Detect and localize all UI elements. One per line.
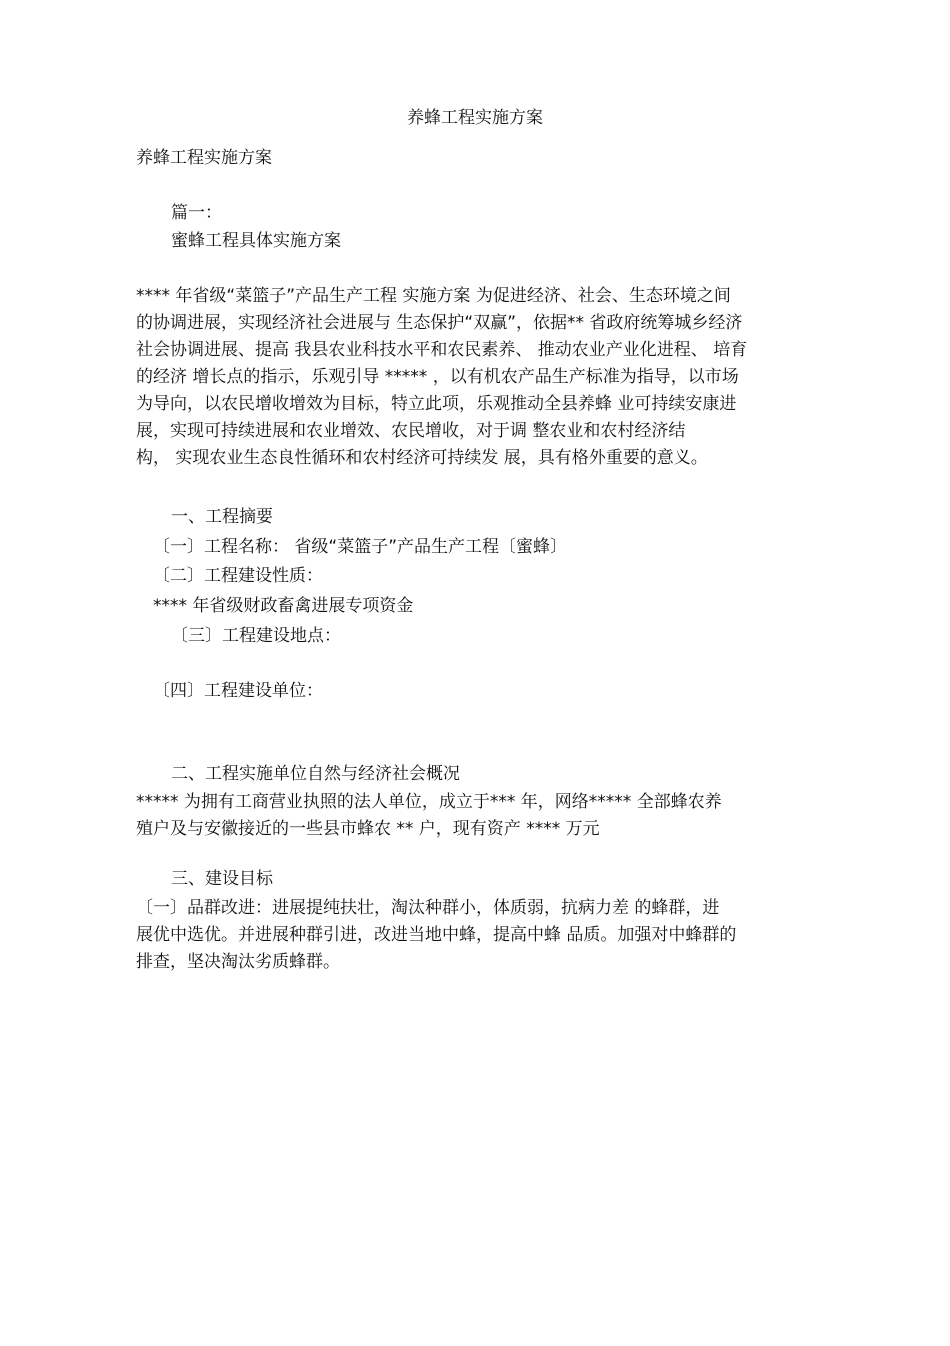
paragraph-line: 的协调进展，实现经济社会进展与 生态保护“双赢”，依据** 省政府统筹城乡经济 [136, 313, 743, 333]
section-item: 〔三〕工程建设地点： [171, 626, 341, 646]
paragraph-line: **** 年省级“菜篮子”产品生产工程 实施方案 为促进经济、社会、生态环境之间 [136, 286, 731, 306]
section-item-value: **** 年省级财政畜禽进展专项资金 [153, 596, 414, 616]
section2-paragraph [136, 789, 810, 843]
paragraph-line: 展优中选优。并进展种群引进，改进当地中蜂，提高中蜂 品质。加强对中蜂群的 [136, 925, 737, 945]
paragraph-line: 社会协调进展、提高 我县农业科技水平和农民素养、 推动农业产业化进程、 培育 [136, 340, 748, 360]
section-heading: 三、建设目标 [171, 869, 273, 889]
document-title: 养蜂工程实施方案 [407, 108, 543, 128]
section-item: 〔一〕工程名称： 省级“菜篮子”产品生产工程〔蜜蜂〕 [153, 537, 568, 557]
paragraph-line: ***** 为拥有工商营业执照的法人单位，成立于*** 年，网络***** 全部蜂农养 [136, 792, 722, 812]
section-heading: 一、工程摘要 [171, 507, 273, 527]
section-item: 〔二〕工程建设性质： [153, 566, 323, 586]
paragraph-line: 展，实现可持续进展和农业增效、农民增收，对于调 整农业和农村经济结 [136, 421, 686, 441]
paragraph-line: 构， 实现农业生态良性循环和农村经济可持续发 展，具有格外重要的意义。 [136, 448, 708, 468]
paragraph-line: 排查，坚决淘汰劣质蜂群。 [136, 952, 340, 972]
section-heading: 二、工程实施单位自然与经济社会概况 [171, 764, 460, 784]
paragraph-line: 殖户及与安徽接近的一些县市蜂农 ** 户，现有资产 **** 万元 [136, 819, 600, 839]
section3-paragraph [136, 895, 810, 976]
intro-paragraph [136, 283, 810, 472]
document-subtitle: 养蜂工程实施方案 [136, 148, 272, 168]
paragraph-line: 的经济 增长点的指示，乐观引导 ***** ，以有机农产品生产标准为指导，以市场 [136, 367, 739, 387]
paragraph-line: 〔一〕品群改进：进展提纯扶壮，淘汰种群小，体质弱，抗病力差 的蜂群，进 [136, 898, 720, 918]
paragraph-line: 为导向，以农民增收增效为目标，特立此项，乐观推动全县养蜂 业可持续安康进 [136, 394, 737, 414]
section-item: 〔四〕工程建设单位： [153, 681, 323, 701]
part-title: 蜜蜂工程具体实施方案 [171, 231, 341, 251]
part-label: 篇一： [171, 203, 222, 223]
